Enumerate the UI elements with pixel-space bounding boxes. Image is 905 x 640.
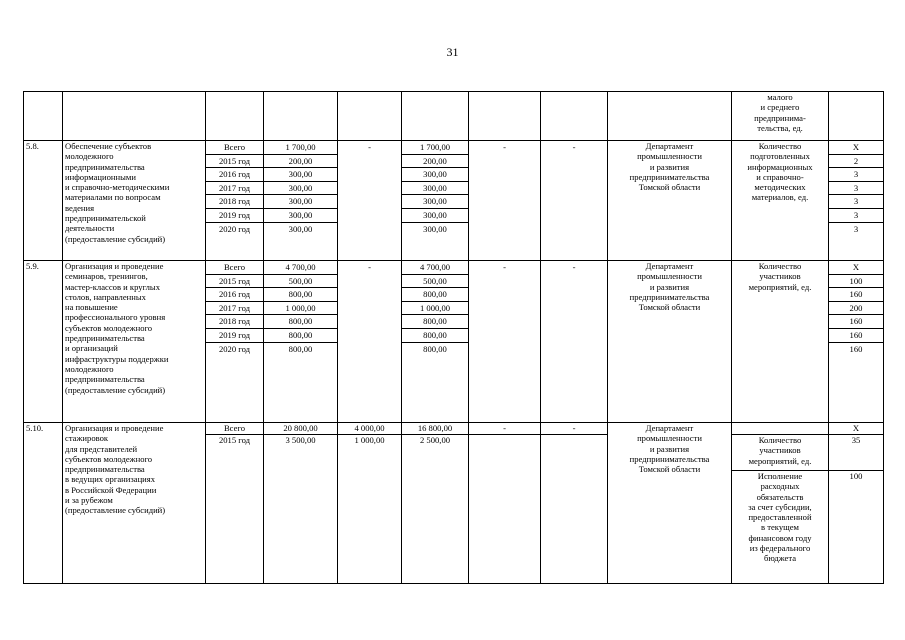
row-number: 5.9.	[24, 261, 63, 423]
value-cell: 3	[829, 168, 883, 182]
measure-name: Организация и проведение стажировок для представителей субъектов молодежного предпринимательства в ведущих организациях в Российской Федерации и за рубежом (предоставление субсидий)	[63, 423, 206, 584]
local-column	[469, 261, 541, 423]
regional-cell: 800,00	[402, 288, 468, 302]
total-cell: 3 500,00	[264, 435, 338, 584]
year-cell: 2020 год	[218, 223, 251, 234]
year-cell: 2016 год	[206, 288, 263, 302]
local-cell: -	[503, 262, 506, 272]
value-cell: 3	[829, 195, 883, 209]
year-cell: Всего	[206, 261, 263, 275]
regional-cell: 200,00	[402, 155, 468, 169]
executor: Департамент промышленности и развития предпринимательства Томской области	[608, 261, 732, 423]
value-cell: 3	[829, 209, 883, 223]
year-cell: 2015 год	[206, 435, 264, 584]
local-column	[469, 141, 541, 261]
table-row-5-10	[24, 423, 884, 435]
year-cell: 2017 год	[206, 182, 263, 196]
extra-column	[541, 261, 608, 423]
federal-cell: 1 000,00	[338, 435, 402, 584]
extra-cell: -	[541, 423, 608, 435]
year-cell: 2019 год	[206, 209, 263, 223]
regional-cell: 1 700,00	[402, 141, 468, 155]
value-cell: Х	[829, 261, 883, 275]
indicator: Количество подготовленных информационных и справочно- методических материалов, ед.	[732, 141, 829, 261]
regional-cell: 16 800,00	[402, 423, 469, 435]
federal-cell: 4 000,00	[338, 423, 402, 435]
row-number: 5.8.	[24, 141, 63, 261]
executor: Департамент промышленности и развития предпринимательства Томской области	[608, 141, 732, 261]
regional-cell: 300,00	[402, 168, 468, 182]
total-cell: 300,00	[264, 182, 337, 196]
year-cell: Всего	[206, 423, 264, 435]
page-number: 31	[446, 45, 459, 59]
regional-cell: 500,00	[402, 275, 468, 289]
total-cell: 4 700,00	[264, 261, 337, 275]
local-cell	[469, 435, 541, 584]
year-cell: 2015 год	[206, 275, 263, 289]
indicator-values	[829, 141, 884, 261]
value-cell: 100	[829, 471, 884, 584]
value-cell: 160	[829, 329, 883, 343]
total-cell: 1 000,00	[264, 302, 337, 316]
local-cell: -	[503, 142, 506, 152]
total-cell: 300,00	[288, 223, 313, 234]
value-cell: 2	[829, 155, 883, 169]
year-cell: 2016 год	[206, 168, 263, 182]
value-cell: 3	[853, 223, 859, 234]
indicator: Количество участников мероприятий, ед.	[732, 261, 829, 423]
regional-column	[402, 141, 469, 261]
year-cell: 2020 год	[218, 343, 251, 354]
value-cell: 160	[829, 315, 883, 329]
year-cell: Всего	[206, 141, 263, 155]
total-cell: 300,00	[264, 195, 337, 209]
program-table	[23, 91, 884, 584]
total-cell: 300,00	[264, 168, 337, 182]
year-cell: 2015 год	[206, 155, 263, 169]
regional-cell: 4 700,00	[402, 261, 468, 275]
total-cell: 500,00	[264, 275, 337, 289]
years-column	[206, 141, 264, 261]
value-cell: 160	[829, 288, 883, 302]
total-cell: 1 700,00	[264, 141, 337, 155]
extra-cell: -	[572, 142, 576, 152]
year-cell: 2018 год	[206, 315, 263, 329]
regional-cell: 1 000,00	[402, 302, 468, 316]
extra-column	[541, 141, 608, 261]
regional-cell: 800,00	[402, 315, 468, 329]
extra-cell	[541, 435, 608, 584]
value-cell: Х	[829, 423, 884, 435]
federal-column	[338, 261, 402, 423]
value-cell: Х	[829, 141, 883, 155]
year-cell: 2019 год	[206, 329, 263, 343]
value-cell: 160	[849, 343, 863, 354]
total-cell: 800,00	[264, 288, 337, 302]
regional-cell: 300,00	[402, 195, 468, 209]
federal-cell: -	[368, 142, 371, 152]
regional-cell: 2 500,00	[402, 435, 469, 584]
measure-name: Обеспечение субъектов молодежного предпринимательства информационными и справочно-методическими материалами по вопросам ведения предпринимательской деятельности (предоставление субсидий)	[63, 141, 206, 261]
local-cell: -	[469, 423, 541, 435]
executor: Департамент промышленности и развития предпринимательства Томской области	[608, 423, 732, 584]
table-row-5-8	[24, 141, 884, 261]
regional-cell: 800,00	[423, 343, 447, 354]
federal-cell: -	[368, 262, 371, 272]
total-column	[264, 141, 338, 261]
total-cell: 800,00	[264, 315, 337, 329]
regional-cell: 300,00	[402, 209, 468, 223]
total-column	[264, 261, 338, 423]
indicator: Исполнение расходных обязательств за счет субсидии, предоставленной в текущем финансовом году из федерального бюджета	[732, 471, 829, 584]
year-cell: 2018 год	[206, 195, 263, 209]
indicator: Количество участников мероприятий, ед.	[732, 435, 829, 471]
indicator-values	[829, 261, 884, 423]
total-cell: 800,00	[264, 329, 337, 343]
total-cell: 20 800,00	[264, 423, 338, 435]
row-number: 5.10.	[24, 423, 63, 584]
year-cell: 2017 год	[206, 302, 263, 316]
value-cell: 100	[829, 275, 883, 289]
regional-column	[402, 261, 469, 423]
regional-cell: 300,00	[402, 182, 468, 196]
table-row-5-9	[24, 261, 884, 423]
federal-column	[338, 141, 402, 261]
extra-cell: -	[572, 262, 576, 272]
measure-name: Организация и проведение семинаров, тренингов, мастер-классов и круглых столов, направленных на повышение профессионального уровня субъектов молодежного предпринимательства и организаций инфраструктуры поддержки молодежного предпринимательства (предоставление субсидий)	[63, 261, 206, 423]
carryover-row	[24, 92, 884, 141]
value-cell: 35	[829, 435, 884, 471]
years-column	[206, 261, 264, 423]
total-cell: 300,00	[264, 209, 337, 223]
indicator-tail: малого и среднего предпринима- тельства, ед.	[732, 92, 829, 141]
total-cell: 200,00	[264, 155, 337, 169]
regional-cell: 300,00	[423, 223, 447, 234]
regional-cell: 800,00	[402, 329, 468, 343]
total-cell: 800,00	[288, 343, 313, 354]
value-cell: 200	[829, 302, 883, 316]
value-cell: 3	[829, 182, 883, 196]
